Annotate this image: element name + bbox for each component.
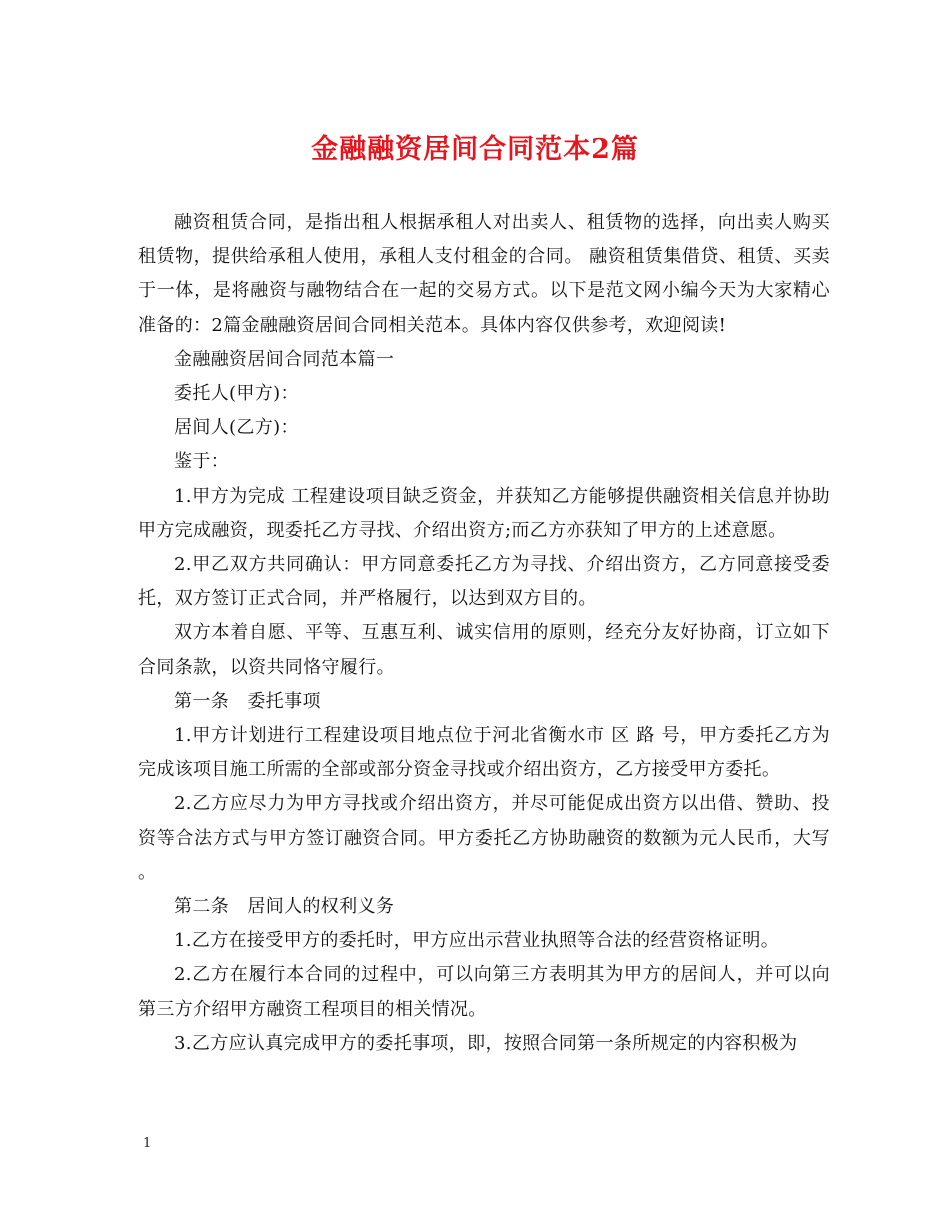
article-2-item-1: 1.乙方在接受甲方的委托时，甲方应出示营业执照等合法的经营资格证明。 bbox=[174, 930, 780, 952]
article-2-item-2: 2.乙方在履行本合同的过程中，可以向第三方表明其为甲方的居间人，并可以向第三方介绍甲方融资工程项目的相关情况。 bbox=[138, 964, 830, 1020]
article-1-item-1: 1.甲方计划进行工程建设项目地点位于河北省衡水市 区 路 号，甲方委托乙方为完成该项目施工所需的全部或部分资金寻找或介绍出资方，乙方接受甲方委托。 bbox=[138, 725, 830, 781]
article-2-item-3: 3.乙方应认真完成甲方的委托事项，即，按照合同第一条所规定的内容积极为 bbox=[174, 1032, 798, 1054]
article-2-heading: 第二条 居间人的权利义务 bbox=[174, 896, 395, 918]
whereas-line: 鉴于： bbox=[174, 451, 230, 473]
party-b-line: 居间人(乙方)： bbox=[174, 417, 299, 439]
whereas-item-1: 1.甲方为完成 工程建设项目缺乏资金，并获知乙方能够提供融资相关信息并协助甲方完成融资，现委托乙方寻找、介绍出资方;而乙方亦获知了甲方的上述意愿。 bbox=[138, 485, 830, 541]
principles-paragraph: 双方本着自愿、平等、互惠互利、诚实信用的原则，经充分友好协商，订立如下合同条款，以资共同恪守履行。 bbox=[138, 622, 830, 678]
whereas-item-2: 2.甲乙双方共同确认：甲方同意委托乙方为寻找、介绍出资方，乙方同意接受委托，双方签订正式合同，并严格履行，以达到双方目的。 bbox=[138, 554, 830, 610]
article-1-item-2: 2.乙方应尽力为甲方寻找或介绍出资方，并尽可能促成出资方以出借、赞助、投资等合法方式与甲方签订融资合同。甲方委托乙方协助融资的数额为元人民币，大写 。 bbox=[138, 793, 837, 883]
page-number: 1 bbox=[143, 1136, 152, 1151]
document-title: 金融融资居间合同范本2篇 bbox=[311, 134, 639, 165]
article-1-heading: 第一条 委托事项 bbox=[174, 690, 321, 712]
party-a-line: 委托人(甲方)： bbox=[174, 383, 299, 405]
document-body bbox=[138, 206, 837, 1061]
intro-paragraph: 融资租赁合同，是指出租人根据承租人对出卖人、租赁物的选择，向出卖人购买租赁物，提供给承租人使用，承租人支付租金的合同。 融资租赁集借贷、租赁、买卖于一体，是将融资与融物结合在一起的交易方式。以下是范文网小编今天为大家精心准备的：2篇金融融资居间合同相关范本。具体内容仅供参考，欢迎阅读! bbox=[138, 212, 830, 336]
section-heading-part-one: 金融融资居间合同范本篇一 bbox=[174, 348, 395, 370]
